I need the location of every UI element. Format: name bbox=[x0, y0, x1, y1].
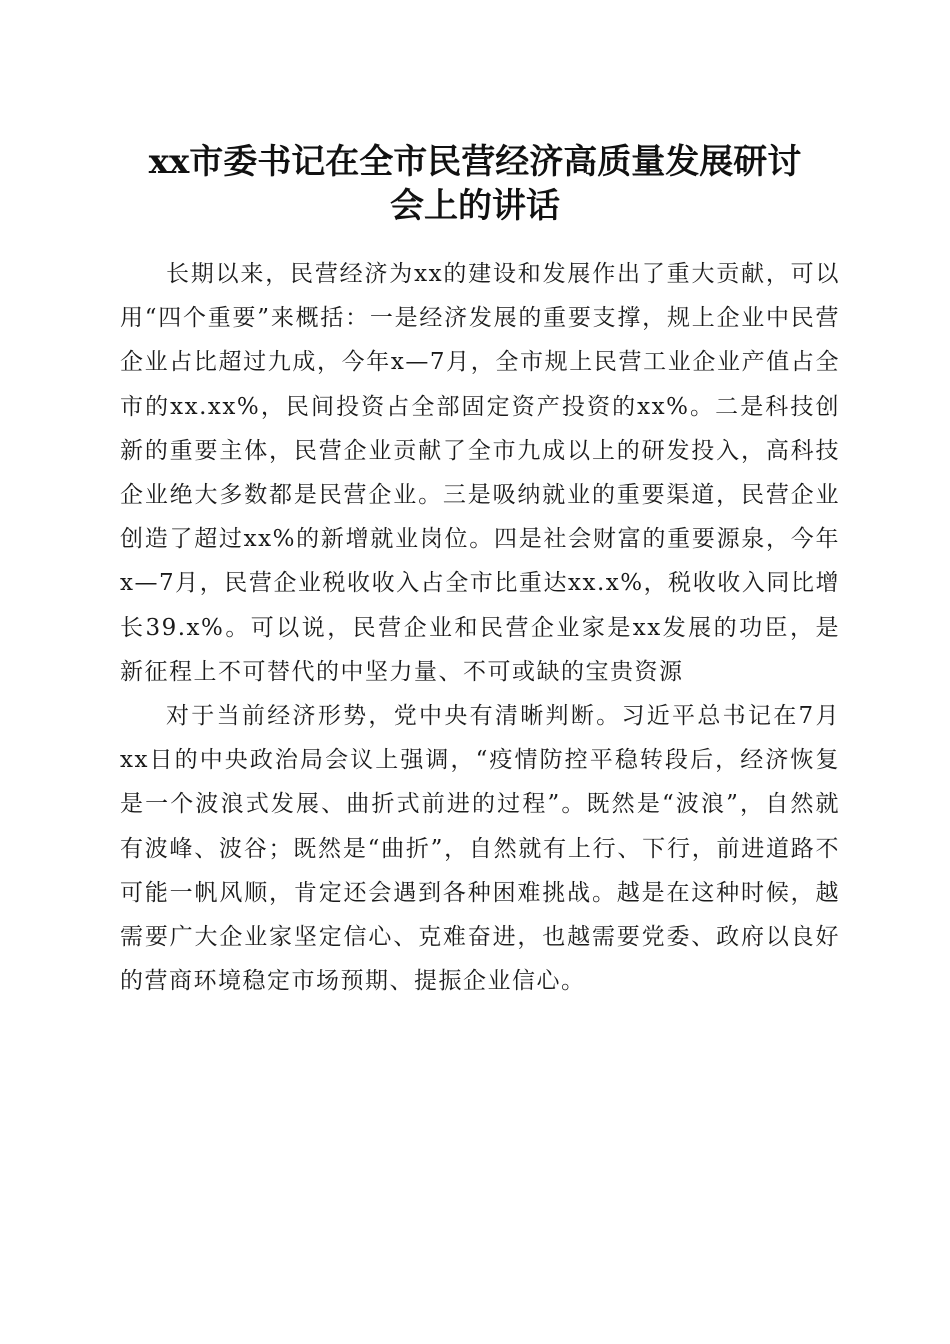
title-line-2: 会上的讲话 bbox=[390, 186, 560, 226]
paragraph-1: 长期以来，民营经济为xx的建设和发展作出了重大贡献，可以用“四个重要”来概括：一是经济发展的重要支撑，规上企业中民营企业占比超过九成，今年x—7月，全市规上民营工业企业产值占全市的xx.xx%，民间投资占全部固定资产投资的xx%。二是科技创新的重要主体，民营企业贡献了全市九成以上的研发投入，高科技企业绝大多数都是民营企业。三是吸纳就业的重要渠道，民营企业创造了超过xx%的新增就业岗位。四是社会财富的重要源泉，今年x—7月，民营企业税收收入占全市比重达xx.x%，税收收入同比增长39.x%。可以说，民营企业和民营企业家是xx发展的功臣，是新征程上不可替代的中坚力量、不可或缺的宝贵资源 bbox=[120, 261, 840, 685]
title-line-1: xx市委书记在全市民营经济高质量发展研讨 bbox=[148, 142, 802, 182]
document-body bbox=[120, 252, 840, 1003]
paragraph-2: 对于当前经济形势，党中央有清晰判断。习近平总书记在7月xx日的中央政治局会议上强调，“疫情防控平稳转段后，经济恢复是一个波浪式发展、曲折式前进的过程”。既然是“波浪”，自然就有波峰、波谷；既然是“曲折”，自然就有上行、下行，前进道路不可能一帆风顺，肯定还会遇到各种困难挑战。越是在这种时候，越需要广大企业家坚定信心、克难奋进，也越需要党委、政府以良好的营商环境稳定市场预期、提振企业信心。 bbox=[120, 703, 840, 995]
document-title bbox=[110, 140, 840, 228]
